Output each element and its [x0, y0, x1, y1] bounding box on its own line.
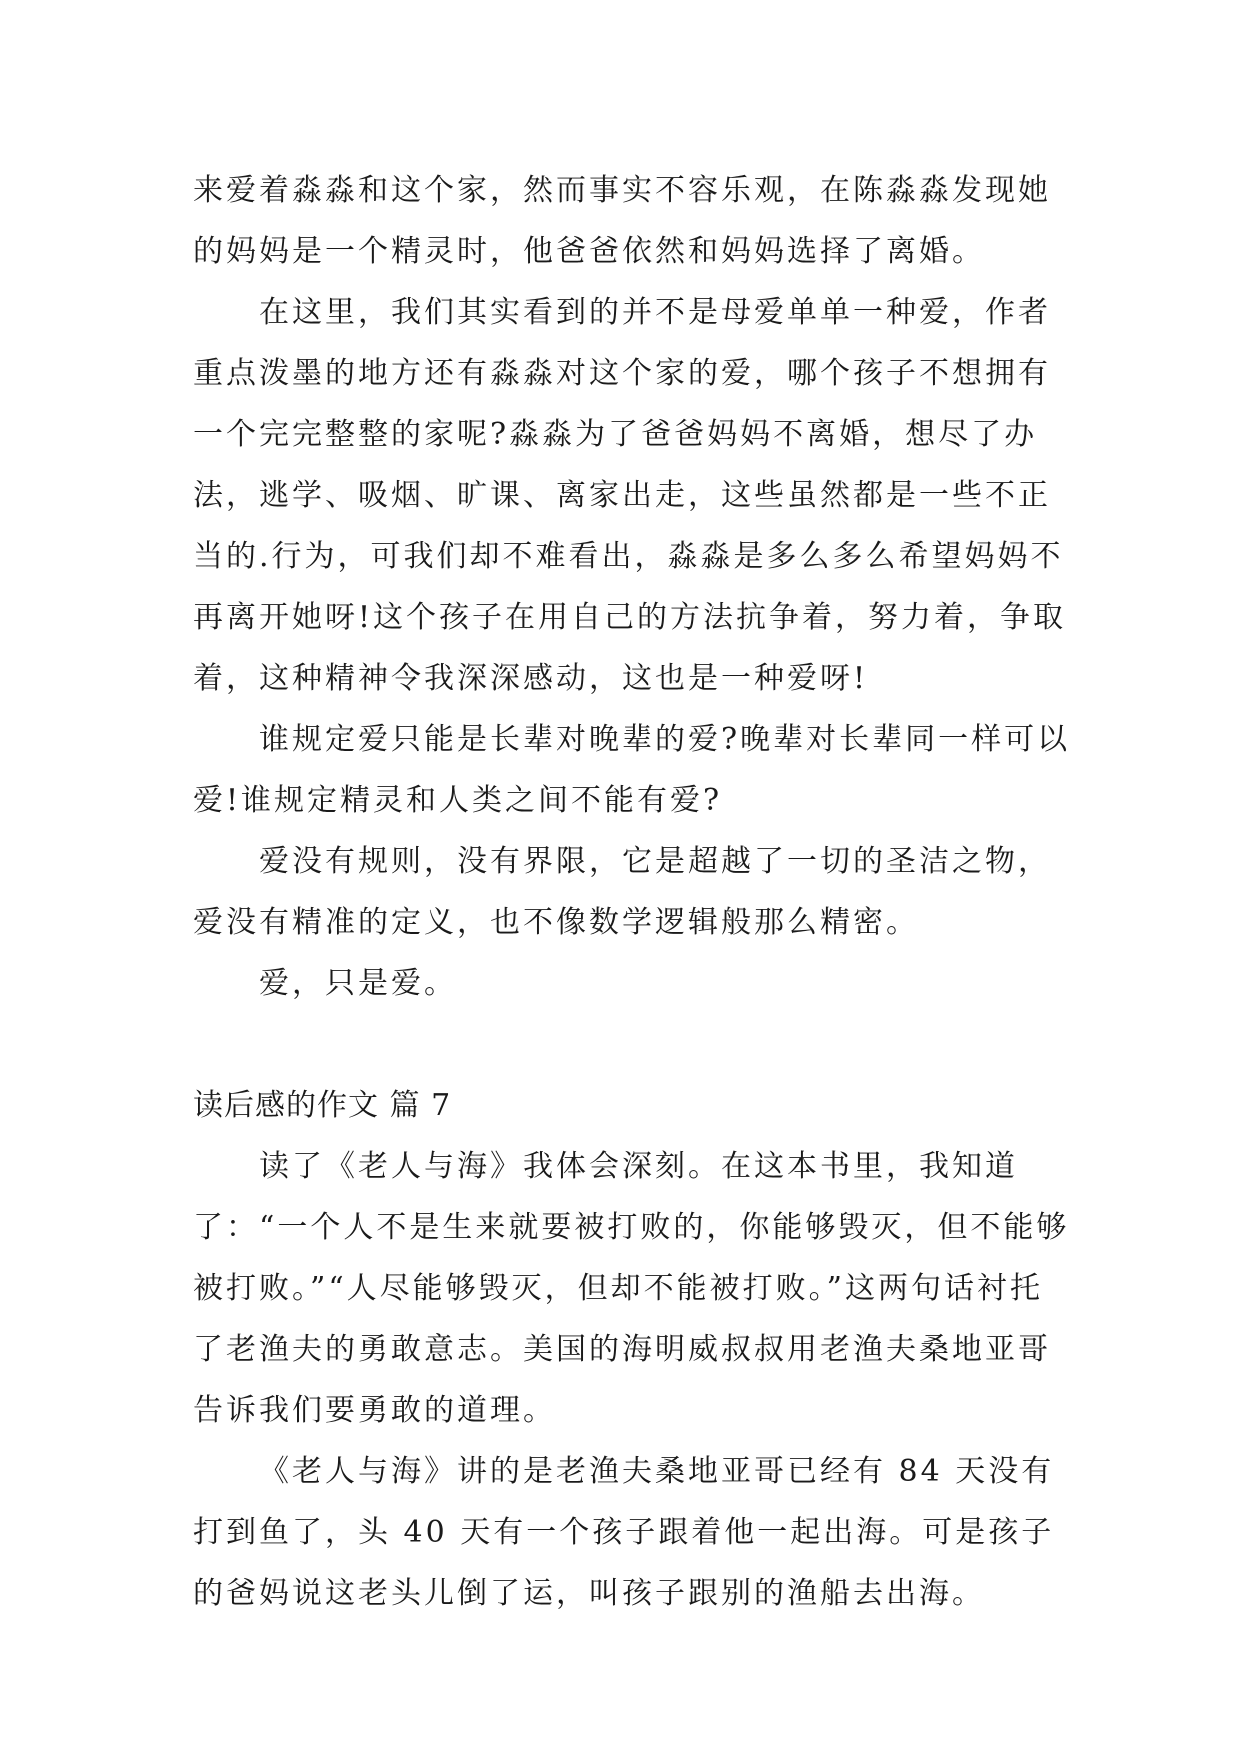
document-body: [193, 160, 1073, 1624]
paragraph-who-decides: 谁规定爱只能是长辈对晚辈的爱?晚辈对长辈同一样可以爱!谁规定精灵和人类之间不能有爱?: [193, 722, 1071, 818]
paragraph-family-love: 在这里，我们其实看到的并不是母爱单单一种爱，作者重点泼墨的地方还有淼淼对这个家的爱，哪个孩子不想拥有一个完完整整的家呢?淼淼为了爸爸妈妈不离婚，想尽了办法，逃学、吸烟、旷课、离家出走，这些虽然都是一些不正当的.行为，可我们却不难看出，淼淼是多么多么希望妈妈不再离开她呀!这个孩子在用自己的方法抗争着，努力着，争取着，这种精神令我深深感动，这也是一种爱呀!: [193, 295, 1067, 696]
paragraph-love-no-rules: 爱没有规则，没有界限，它是超越了一切的圣洁之物，爱没有精准的定义，也不像数学逻辑般那么精密。: [193, 844, 1051, 940]
paragraph-continuation: 来爱着淼淼和这个家，然而事实不容乐观，在陈淼淼发现她的妈妈是一个精灵时，他爸爸依然和妈妈选择了离婚。: [193, 173, 1051, 269]
section-gap: [193, 1014, 1073, 1075]
paragraph-love-is-love: 爱，只是爱。: [259, 966, 457, 1001]
paragraph-old-man-sea-story: 《老人与海》讲的是老渔夫桑地亚哥已经有 84 天没有打到鱼了，头 40 天有一个孩子跟着他一起出海。可是孩子的爸妈说这老头儿倒了运，叫孩子跟别的渔船去出海。: [193, 1454, 1055, 1611]
section-heading: 读后感的作文 篇 7: [193, 1088, 452, 1123]
paragraph-old-man-sea-intro: 读了《老人与海》我体会深刻。在这本书里，我知道了：“一个人不是生来就要被打败的，你能够毁灭，但不能够被打败。”“人尽能够毁灭，但却不能被打败。”这两句话衬托了老渔夫的勇敢意志。美国的海明威叔叔用老渔夫桑地亚哥告诉我们要勇敢的道理。: [193, 1149, 1070, 1428]
